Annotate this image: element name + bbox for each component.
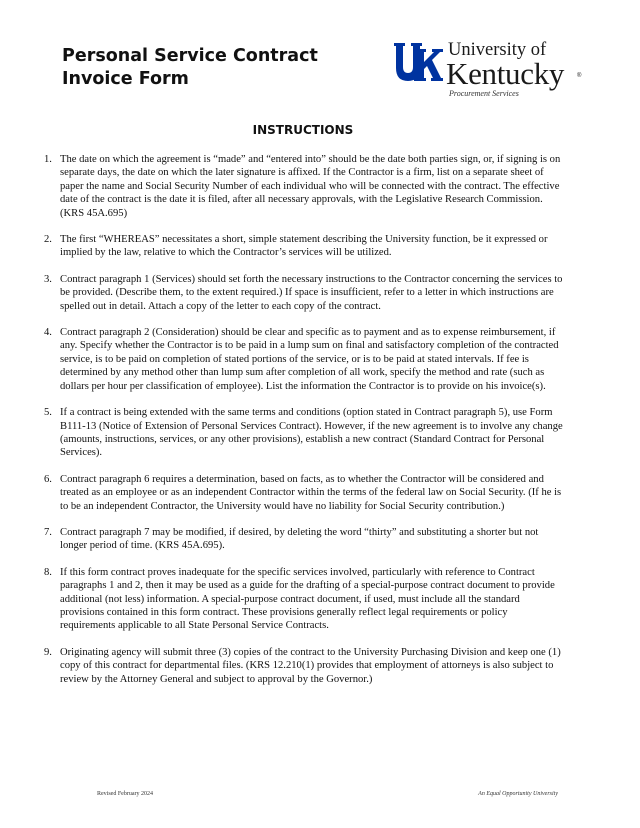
item-number: 7. [44, 526, 52, 538]
item-text: Originating agency will submit three (3) copies of the contract to the University Purchasing Division and keep one (1) copy of this contract for departmental files. (KRS 12.210(1) provides that employment of attorneys is also subject to review by the Attorney General and subject to approval by the Governor.) [60, 646, 561, 685]
logo-procurement-services: Procurement Services [449, 89, 519, 98]
item-number: 9. [44, 646, 52, 658]
instructions-list [44, 153, 564, 699]
page-title [62, 45, 318, 91]
logo-kentucky: Kentucky [446, 56, 565, 91]
title-line-2: Invoice Form [62, 69, 189, 89]
logo-registered-mark: ® [577, 73, 582, 79]
item-number: 1. [44, 154, 52, 165]
instruction-item [44, 566, 564, 633]
item-number: 4. [44, 327, 52, 339]
item-number: 8. [44, 566, 52, 578]
instruction-item [44, 526, 564, 553]
equal-opportunity-note: An Equal Opportunity University [478, 791, 558, 797]
revised-date: Revised February 2024 [97, 791, 153, 797]
university-logo [392, 40, 592, 102]
item-number: 3. [44, 273, 52, 285]
instructions-heading: INSTRUCTIONS [252, 123, 354, 137]
item-text: The first “WHEREAS” necessitates a short, simple statement describing the University function, be it expressed or implied by the law, relative to which the Contractor’s services will be utilized. [60, 234, 548, 259]
item-number: 5. [44, 407, 52, 419]
item-text: Contract paragraph 2 (Consideration) should be clear and specific as to payment and as to expense reimbursement, if any. Specify whether the Contractor is to be paid in a lump sum on final and satisfactory completion of the contracted service, is to be paid on completion of stated portions of the service, or is to be paid at stated intervals. If fee is determined by any method other than lump sum after completion of all work, specify the method and rate (such as dollars per hour per classification of employee). List the information the Contractor is to provide on his invoice(s). [60, 327, 559, 392]
instruction-item [44, 326, 564, 393]
item-text: If this form contract proves inadequate for the specific services involved, particularly with reference to Contract paragraphs 1 and 2, then it may be used as a guide for the drafting of a special-purpose contract document to provide additional (not less) information. A special-purpose contract document, if used, must include all the standard provisions contained in this form contract. These provisions generally reflect legal requirements or policy requirements applicable to all State Personal Service Contracts. [60, 566, 555, 632]
item-text: Contract paragraph 1 (Services) should set forth the necessary instructions to the Contractor concerning the services to be provided. (Describe them, to the extent required.) If space is insufficient, refer to a letter in which instructions are spelled out in detail. Attach a copy of the letter to each copy of the contract. [60, 273, 563, 312]
title-line-1: Personal Service Contract [62, 46, 318, 66]
item-text: Contract paragraph 7 may be modified, if desired, by deleting the word “thirty” and substituting a shorter but not longer period of time. (KRS 45A.695). [60, 526, 539, 552]
item-number: 6. [44, 473, 52, 485]
item-text: The date on which the agreement is “made” and “entered into” should be the date both parties sign, or, if signing is on separate days, the date on which the later signature is affixed. If the Contractor is a firm, list on a separate sheet of paper the name and Social Security Number of each individual who will be connected with the contract. The effective date of the contract is the date it is filed, after all necessary approvals, with the Legislative Research Commission. (KRS 45A.695) [60, 154, 561, 219]
item-text: If a contract is being extended with the same terms and conditions (option stated in Contract paragraph 5), use Form B111-13 (Notice of Extension of Personal Services Contract). However, if the new agreement is to involve any change (amounts, instructions, services, or any other provisions), establish a new contract (Standard Contract for Personal Services). [60, 407, 563, 459]
instruction-item [44, 153, 564, 220]
item-number: 2. [44, 234, 52, 246]
logo-university-of: University of [448, 40, 547, 60]
instruction-item [44, 273, 564, 313]
instruction-item [44, 233, 564, 260]
item-text: Contract paragraph 6 requires a determination, based on facts, as to whether the Contractor will be considered and treated as an employee or as an independent Contractor within the terms of the federal law on Social Security. (If he is to be an independent Contractor, the University would have no liability for Social Security contribution.) [60, 473, 562, 512]
instruction-item [44, 646, 564, 686]
instruction-item [44, 406, 564, 460]
instruction-item [44, 473, 564, 513]
uk-logo-icon [392, 40, 444, 86]
